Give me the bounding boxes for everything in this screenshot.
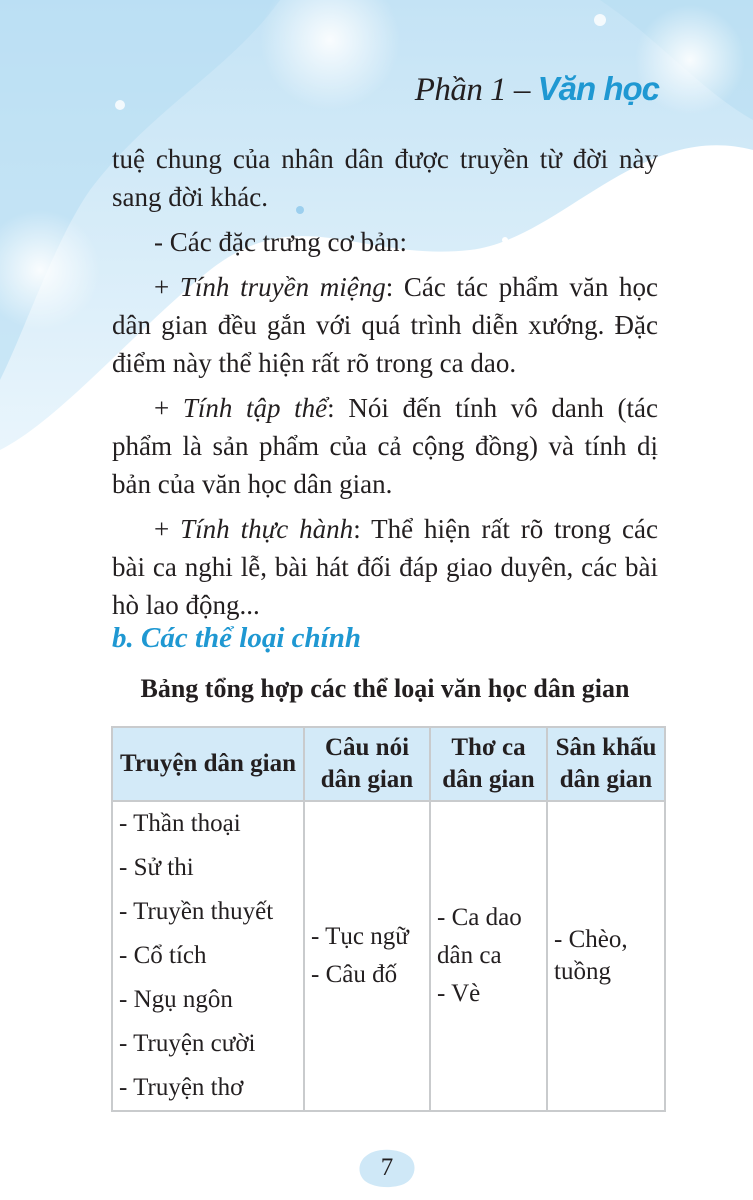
- list-item: - Truyện thơ: [119, 1074, 244, 1101]
- table-header-row: [112, 727, 665, 801]
- term-collectivity: Tính tập thể: [182, 393, 328, 423]
- list-item: - Vè: [437, 980, 481, 1007]
- folk-poetry-list: [437, 899, 540, 1013]
- cell-folk-sayings: [304, 801, 430, 1111]
- section-title: b. Các thể loại chính: [112, 622, 361, 654]
- cell-folk-poetry: [430, 801, 547, 1111]
- paragraph-2: - Các đặc trưng cơ bản:: [154, 227, 408, 257]
- page-number-text: 7: [380, 1154, 394, 1181]
- header-folk-theatre: [547, 727, 665, 801]
- theatre-line-2: tuồng: [554, 958, 611, 985]
- table-row: [112, 801, 665, 1111]
- header-label: Truyện dân gian: [120, 750, 296, 777]
- header-label-line1: Sân khấu: [555, 734, 657, 761]
- header-folk-sayings: [304, 727, 430, 801]
- list-item: - Ca dao: [437, 904, 522, 931]
- header-subject: Văn học: [537, 70, 659, 107]
- header-label-line1: Thơ ca: [451, 734, 526, 761]
- page-number: [358, 1148, 416, 1188]
- table-caption: Bảng tổng hợp các thể loại văn học dân gian: [140, 674, 630, 703]
- paragraph-4: [112, 389, 658, 503]
- list-item: - Sử thi: [119, 854, 194, 881]
- folk-tales-list: [119, 802, 297, 1110]
- list-item: - Ngụ ngôn: [119, 986, 233, 1013]
- term-description: : Các tác phẩm văn học dân gian đều gắn với quá trình diễn xướng. Đặc điểm này thể hiện rất rõ trong ca dao.: [112, 272, 658, 378]
- list-item: - Cổ tích: [119, 942, 207, 969]
- term-description: : Nói đến tính vô danh (tác phẩm là sản phẩm của cả cộng đồng) và tính dị bản của văn học dân gian.: [112, 393, 658, 499]
- list-item: - Truyền thuyết: [119, 898, 274, 925]
- bullet-plus: +: [154, 514, 181, 544]
- header-label-line2: dân gian: [442, 766, 535, 793]
- bullet-plus: +: [154, 272, 180, 302]
- list-item: - Thần thoại: [119, 810, 241, 837]
- header-part: Phần 1 –: [414, 72, 530, 108]
- folk-sayings-list: [311, 918, 423, 994]
- header-folk-tales: [112, 727, 304, 801]
- theatre-line-1: - Chèo,: [554, 926, 628, 953]
- page-header: [415, 70, 659, 109]
- header-label-line2: dân gian: [320, 766, 414, 793]
- header-label-line1: Câu nói: [324, 734, 410, 761]
- term-oral-transmission: Tính truyền miệng: [179, 272, 386, 302]
- list-item: dân ca: [437, 942, 502, 969]
- bullet-plus: +: [154, 393, 183, 423]
- cell-folk-theatre: [547, 801, 665, 1111]
- paragraph-5: [112, 510, 658, 624]
- header-label-line2: dân gian: [559, 766, 653, 793]
- cell-folk-tales: [112, 801, 304, 1111]
- paragraph-1: tuệ chung của nhân dân được truyền từ đời này sang đời khác.: [112, 144, 658, 212]
- body-text: [112, 140, 658, 624]
- term-practicality: Tính thực hành: [180, 514, 354, 544]
- genres-table: [111, 726, 666, 1112]
- paragraph-3: [112, 268, 658, 382]
- list-item: - Tục ngữ: [311, 923, 409, 950]
- term-description: : Thể hiện rất rõ trong các bài ca nghi lễ, bài hát đối đáp giao duyên, các bài hò lao động...: [112, 514, 659, 620]
- list-item: - Câu đố: [311, 961, 398, 988]
- header-folk-poetry: [430, 727, 547, 801]
- list-item: - Truyện cười: [119, 1030, 256, 1057]
